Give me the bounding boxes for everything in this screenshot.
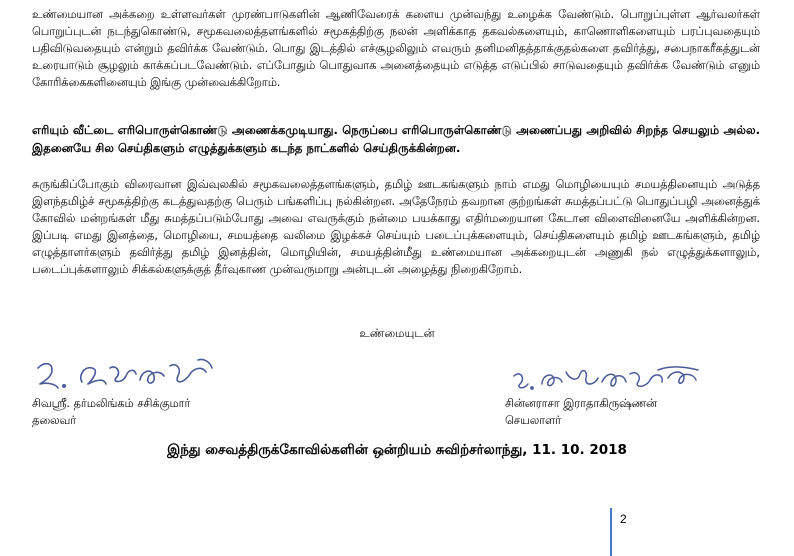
paragraph-emphasis: எரியும் வீட்டை எரிபொருள்கொண்டு அணைக்கமுடியாது. நெருப்பை எரிபொருள்கொண்டு அணைப்பது அறிவில் சிறந்த செயலும் அல்ல. இதனையே சில செய்திகளும் எழுத்துக்களும் கடந்த நாட்களில் செய்திருக்கின்றன. — [32, 123, 760, 155]
paragraph-appeal: உண்மையான அக்கறை உள்ளவர்கள் முரண்பாடுகளின் ஆணிவேரைக் களைய முன்வந்து உழைக்க வேண்டும். பொறுப்புள்ள ஆர்வலர்கள் பொறுப்புடன் நடந்துகொண்டு, சமூகவலைத்தளங்களில் சமூகத்திற்கு நலன் அளிக்காத தகவல்களையும், காணொளிகளையும் பரப்புவதையும் பதிவிடுவதையும் என்றும் தவிர்க்க வேண்டும். பொது இடத்தில் எச்சூழலிலும் எவரும் தனிமனிதத்தாக்குதல்களை தவிர்த்து, சபைநாகரீகத்துடன் உரையாடும் சூழலும் காக்கப்படவேண்டும். எப்போதும் பொதுவாக அனைத்தையும் எடுத்த எடுப்பில் சாடுவதையும் தவிர்க்க வேண்டும் எனும் கோரிக்கைகளினையும் இங்கு முன்வைக்கிறோம். — [32, 8, 760, 89]
signature-right — [508, 366, 708, 396]
signatory-right-title: செயலாளர் — [505, 414, 562, 427]
page-number: 2 — [620, 512, 627, 526]
signatory-left-title: தலைவர் — [32, 414, 77, 427]
signatory-right-name: சின்னராசா இராதாகிருஷ்ணன் — [505, 397, 657, 410]
paragraph-invitation: சுருங்கிப்போகும் விரைவான இவ்வுலகில் சமூகவலைத்தளங்களும், தமிழ் ஊடகங்களும் நாம் எமது மொழியையும் சமயத்தினையும் அடுத்த இளந்தமிழ்ச் சமூகத்திற்கு கடத்துவதற்கு பெரும் பங்களிப்பு நல்கின்றன. அதேநேரம் தவறான குற்றங்கள் சுமத்தப்பட்டு பொதுப்பழி அனைத்துக் கோவில் மன்றங்கள் மீது சுமத்தப்படும்போது அவை எவருக்கும் நன்மை பயக்காது எதிர்மறையான கேடான விளைவினையே அளிக்கின்றன. இப்படி எமது இனத்தை, மொழியை, சமயத்தை வலிமை இழக்கச் செய்யும் படைப்புக்களையும், செய்திகளையும் தமிழ் ஊடகங்களும், தமிழ் எழுத்தாளர்களும் தவிர்த்து தமிழ் இனத்தின், மொழியின், சமயத்தின்மீது உண்மையான அக்கறையுடன் அணுகி நல் எழுத்துக்களாலும், படைப்புக்களாலும் சிக்கல்களுக்குத் தீர்வுகாண முன்வருமாறு அன்புடன் அழைத்து நிறைகிறோம். — [32, 178, 760, 276]
signature-left — [30, 354, 220, 394]
page-number-divider — [610, 508, 612, 556]
closing-salutation: உண்மையுடன் — [359, 326, 435, 340]
organization-date-line: இந்து சைவத்திருக்கோவில்களின் ஒன்றியம் சுவிற்சர்லாந்து, 11. 10. 2018 — [167, 442, 627, 458]
signatory-left-name: சிவஸ்ரீ. தர்மலிங்கம் சசிக்குமார் — [32, 397, 191, 410]
